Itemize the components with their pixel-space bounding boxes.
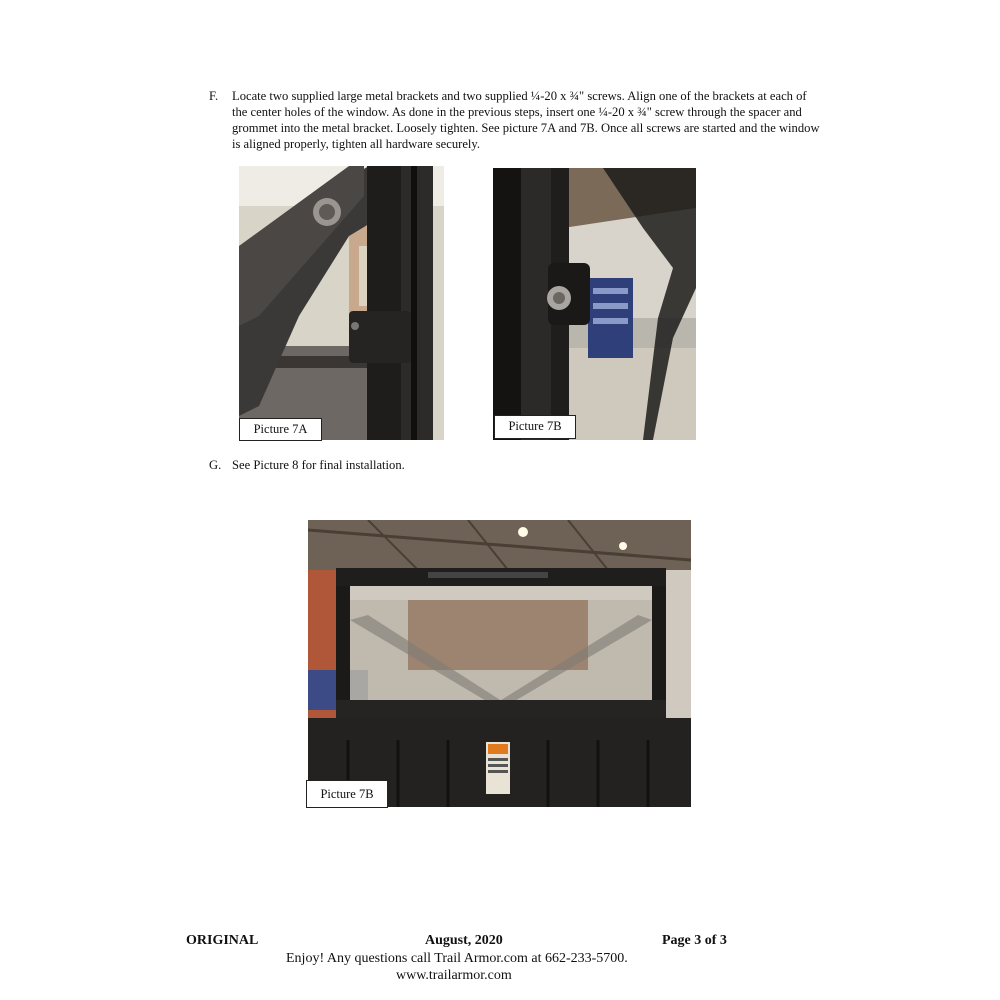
step-g-text: See Picture 8 for final installation. bbox=[232, 458, 405, 472]
footer-page-number: Page 3 of 3 bbox=[662, 933, 727, 948]
footer-row bbox=[186, 933, 746, 951]
picture-7a-photo bbox=[239, 166, 444, 440]
picture-7a-caption: Picture 7A bbox=[239, 418, 322, 441]
step-g-letter: G. bbox=[209, 458, 222, 472]
picture-7b-caption: Picture 7B bbox=[494, 415, 576, 439]
picture-7b-photo bbox=[493, 168, 696, 440]
step-f-letter: F. bbox=[209, 89, 219, 103]
step-f-text: Locate two supplied large metal brackets and two supplied ¼-20 x ¾" screws. Align one of the brackets at each of the center holes of the window. As done in the previous steps, insert one ¼-20 x ¾" screw through the spacer and grommet into the metal bracket. Loosely tighten. See picture 7A and 7B. Once all screws are started and the window is aligned properly, tighten all hardware securely. bbox=[232, 89, 820, 151]
footer-website: www.trailarmor.com bbox=[396, 968, 512, 983]
footer-document-status: ORIGINAL bbox=[186, 933, 259, 948]
footer-contact: Enjoy! Any questions call Trail Armor.com at 662-233-5700. bbox=[286, 951, 628, 966]
picture-8-caption: Picture 7B bbox=[306, 780, 388, 808]
picture-8-photo bbox=[308, 520, 691, 807]
footer-date: August, 2020 bbox=[425, 933, 503, 948]
